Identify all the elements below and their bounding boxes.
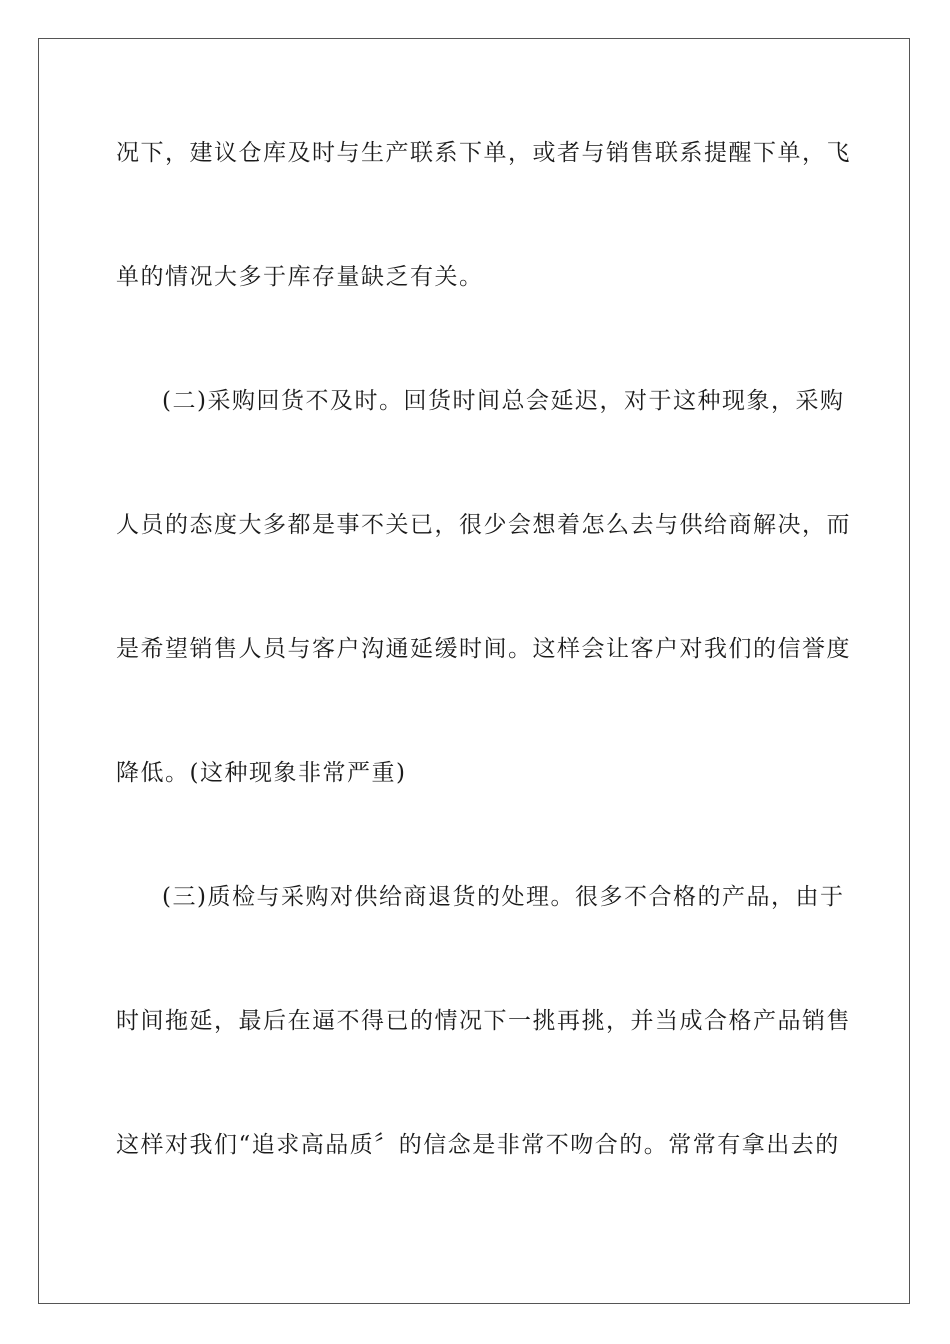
page-border: [38, 38, 910, 1304]
paragraph-start-line: (二)采购回货不及时。回货时间总会延迟，对于这种现象，采购: [162, 388, 845, 414]
text-line: 这样对我们“追求高品质〞的信念是非常不吻合的。常常有拿出去的: [116, 1132, 840, 1158]
text-line: 况下，建议仓库及时与生产联系下单，或者与销售联系提醒下单，飞: [116, 140, 851, 166]
text-line: 人员的态度大多都是事不关已，很少会想着怎么去与供给商解决，而: [116, 512, 851, 538]
text-line: 时间拖延，最后在逼不得已的情况下一挑再挑，并当成合格产品销售: [116, 1008, 851, 1034]
text-line: 是希望销售人员与客户沟通延缓时间。这样会让客户对我们的信誉度: [116, 636, 851, 662]
paragraph-start-line: (三)质检与采购对供给商退货的处理。很多不合格的产品，由于: [162, 884, 845, 910]
text-line: 降低。(这种现象非常严重): [116, 760, 407, 786]
text-line: 单的情况大多于库存量缺乏有关。: [116, 264, 484, 290]
